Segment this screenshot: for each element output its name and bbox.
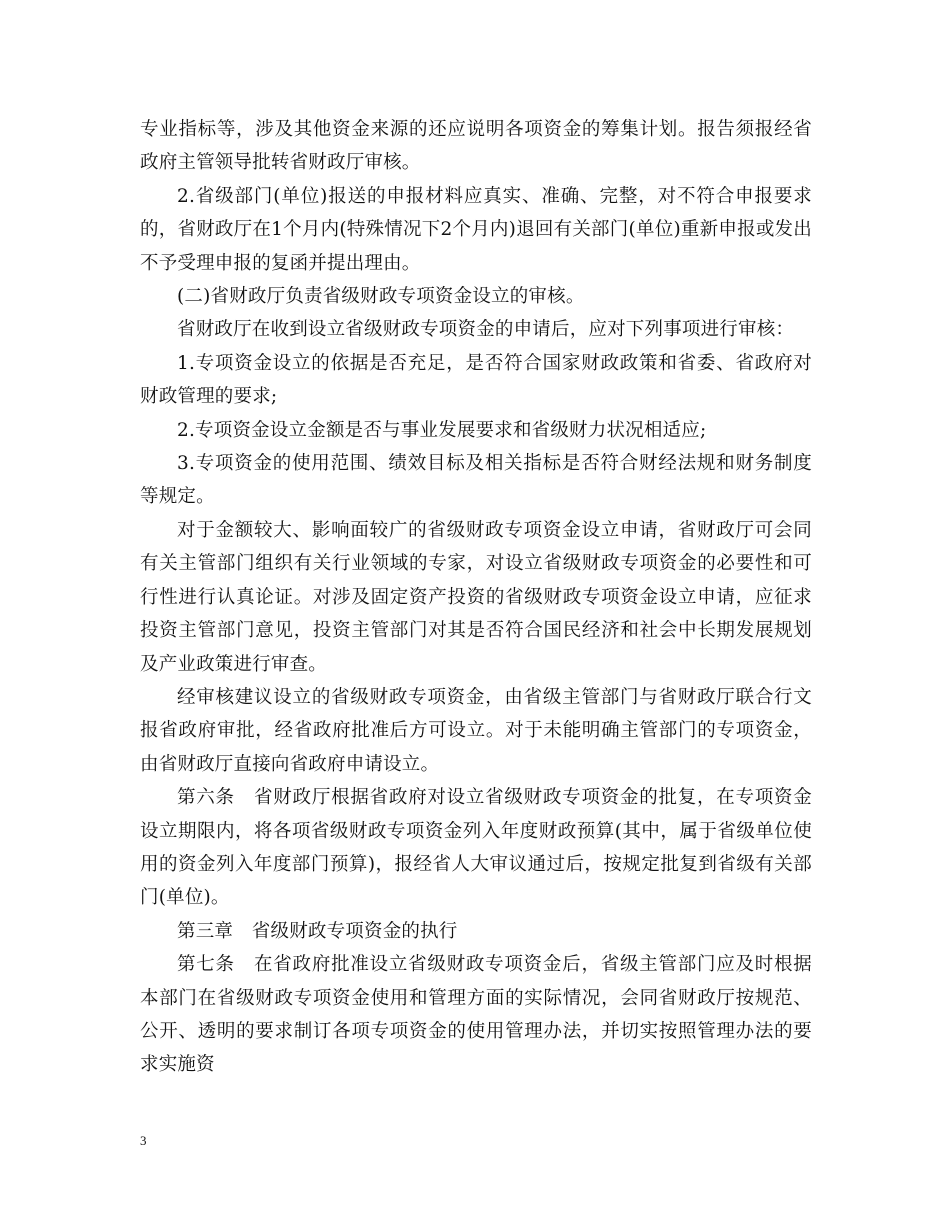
paragraph-10: 第六条 省财政厅根据省政府对设立省级财政专项资金的批复，在专项资金设立期限内，将各项省级财政专项资金列入年度财政预算(其中，属于省级单位使用的资金列入年度部门预算)，报经省人大审议通过后，按规定批复到省级有关部门(单位)。	[140, 787, 812, 909]
paragraph-1: 专业指标等，涉及其他资金来源的还应说明各项资金的筹集计划。报告须报经省政府主管领导批转省财政厅审核。	[140, 119, 812, 174]
paragraph-3: (二)省财政厅负责省级财政专项资金设立的审核。	[177, 286, 585, 308]
chapter-heading: 第三章 省级财政专项资金的执行	[177, 920, 458, 942]
paragraph-12: 第七条 在省政府批准设立省级财政专项资金后，省级主管部门应及时根据本部门在省级财政专项资金使用和管理方面的实际情况，会同省财政厅按规范、公开、透明的要求制订各项专项资金的使用管理办法，并切实按照管理办法的要求实施资	[140, 954, 812, 1076]
paragraph-8: 对于金额较大、影响面较广的省级财政专项资金设立申请，省财政厅可会同有关主管部门组织有关行业领域的专家，对设立省级财政专项资金的必要性和可行性进行认真论证。对涉及固定资产投资的省级财政专项资金设立申请，应征求投资主管部门意见，投资主管部门对其是否符合国民经济和社会中长期发展规划及产业政策进行审查。	[140, 519, 812, 675]
paragraph-2: 2.省级部门(单位)报送的申报材料应真实、准确、完整，对不符合申报要求的，省财政厅在1个月内(特殊情况下2个月内)退回有关部门(单位)重新申报或发出不予受理申报的复函并提出理由。	[140, 185, 812, 274]
paragraph-6: 2.专项资金设立金额是否与事业发展要求和省级财力状况相适应;	[177, 419, 707, 441]
document-body	[140, 113, 812, 1082]
paragraph-4: 省财政厅在收到设立省级财政专项资金的申请后，应对下列事项进行审核：	[177, 319, 795, 341]
page-number: 3	[140, 1133, 147, 1148]
paragraph-5: 1.专项资金设立的依据是否充足，是否符合国家财政政策和省委、省政府对财政管理的要求;	[140, 352, 812, 408]
paragraph-9: 经审核建议设立的省级财政专项资金，由省级主管部门与省财政厅联合行文报省政府审批，经省政府批准后方可设立。对于未能明确主管部门的专项资金，由省财政厅直接向省政府申请设立。	[140, 686, 812, 775]
paragraph-7: 3.专项资金的使用范围、绩效目标及相关指标是否符合财经法规和财务制度等规定。	[140, 453, 812, 508]
